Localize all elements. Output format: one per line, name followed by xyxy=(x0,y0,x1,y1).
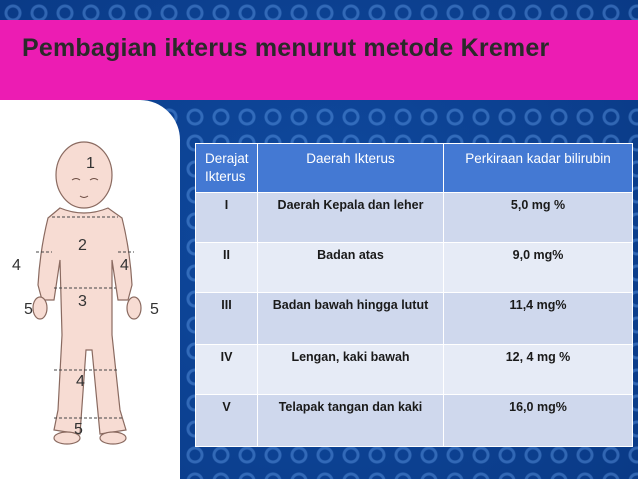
cell-derajat: II xyxy=(196,243,258,293)
cell-bilirubin: 9,0 mg% xyxy=(444,243,633,293)
cell-derajat: V xyxy=(196,395,258,447)
header-daerah: Daerah Ikterus xyxy=(258,144,444,193)
baby-silhouette xyxy=(33,142,141,444)
cell-daerah: Badan bawah hingga lutut xyxy=(258,293,444,345)
zone-label-4-right: 4 xyxy=(120,257,129,274)
zone-label-4-center: 4 xyxy=(76,373,85,390)
header-bilirubin: Perkiraan kadar bilirubin xyxy=(444,144,633,193)
table-row xyxy=(196,243,633,293)
table-row xyxy=(196,395,633,447)
cell-bilirubin: 12, 4 mg % xyxy=(444,345,633,395)
table-row xyxy=(196,293,633,345)
zone-label-5-bottom: 5 xyxy=(74,421,83,438)
zone-label-5-left: 5 xyxy=(24,301,33,318)
cell-derajat: IV xyxy=(196,345,258,395)
cell-daerah: Badan atas xyxy=(258,243,444,293)
zone-label-2: 2 xyxy=(78,237,87,254)
cell-bilirubin: 11,4 mg% xyxy=(444,293,633,345)
table-row xyxy=(196,193,633,243)
cell-daerah: Lengan, kaki bawah xyxy=(258,345,444,395)
top-strip xyxy=(0,0,638,18)
cell-bilirubin: 16,0 mg% xyxy=(444,395,633,447)
cell-daerah: Daerah Kepala dan leher xyxy=(258,193,444,243)
header-derajat: Derajat Ikterus xyxy=(196,144,258,193)
cell-bilirubin: 5,0 mg % xyxy=(444,193,633,243)
zone-label-4-left: 4 xyxy=(12,257,21,274)
cell-derajat: III xyxy=(196,293,258,345)
baby-figure-card xyxy=(0,100,180,479)
zone-label-5-right: 5 xyxy=(150,301,159,318)
kremer-table-container xyxy=(195,143,633,447)
baby-zone-diagram xyxy=(0,100,180,479)
table-row xyxy=(196,345,633,395)
cell-derajat: I xyxy=(196,193,258,243)
zone-label-1: 1 xyxy=(86,155,95,172)
cell-daerah: Telapak tangan dan kaki xyxy=(258,395,444,447)
kremer-table xyxy=(195,143,633,447)
table-header-row xyxy=(196,144,633,193)
slide-title: Pembagian ikterus menurut metode Kremer xyxy=(22,34,550,62)
zone-label-3: 3 xyxy=(78,293,87,310)
